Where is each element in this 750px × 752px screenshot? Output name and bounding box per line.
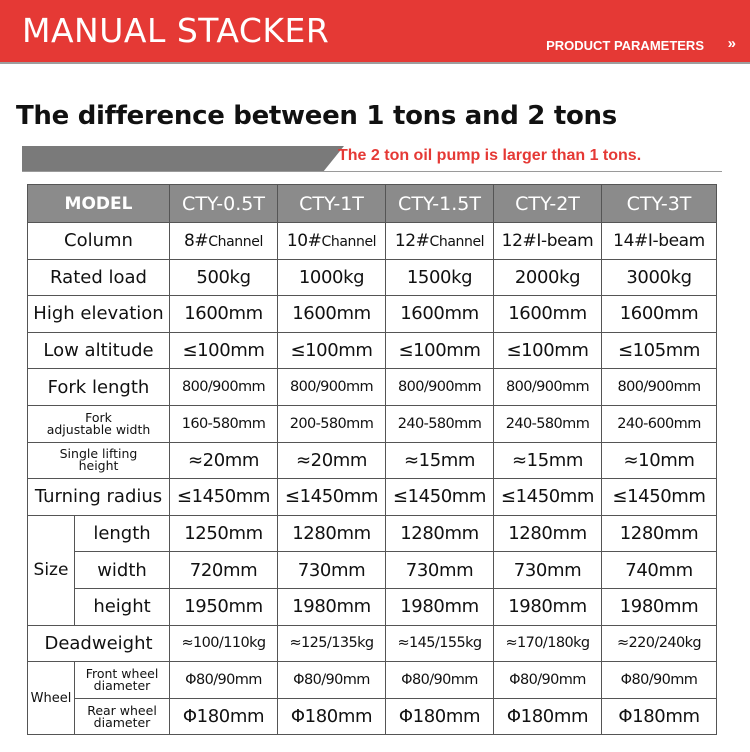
cell: 800/900mm xyxy=(494,369,602,406)
model-4: CTY-3T xyxy=(602,185,717,223)
row-single-lifting xyxy=(28,442,717,479)
cell: 1980mm xyxy=(278,588,386,625)
cell: 1980mm xyxy=(386,588,494,625)
cell: Φ80/90mm xyxy=(494,662,602,699)
cell: Φ80/90mm xyxy=(278,662,386,699)
cell: 1500kg xyxy=(386,259,494,296)
row-label: Fork adjustable width xyxy=(28,405,170,442)
cell: 1250mm xyxy=(170,515,278,552)
model-2: CTY-1.5T xyxy=(386,185,494,223)
cell: 730mm xyxy=(494,552,602,589)
cell: 740mm xyxy=(602,552,717,589)
row-turning-radius xyxy=(28,479,717,516)
cell: 720mm xyxy=(170,552,278,589)
cell: ≤100mm xyxy=(386,332,494,369)
row-label: Fork length xyxy=(28,369,170,406)
cell: ≈10mm xyxy=(602,442,717,479)
chevron-right-icon[interactable]: » xyxy=(727,35,736,52)
cell: 730mm xyxy=(278,552,386,589)
cell: 10#Channel xyxy=(278,223,386,260)
cell: 8#Channel xyxy=(170,223,278,260)
cell: 500kg xyxy=(170,259,278,296)
row-deadweight xyxy=(28,625,717,662)
cell: 1000kg xyxy=(278,259,386,296)
banner-divider xyxy=(0,62,750,64)
cell: ≈20mm xyxy=(278,442,386,479)
cell: 1600mm xyxy=(278,296,386,333)
cell: 1280mm xyxy=(494,515,602,552)
row-column xyxy=(28,223,717,260)
spec-table xyxy=(27,184,717,735)
row-size-width xyxy=(28,552,717,589)
size-group-label: Size xyxy=(28,515,75,625)
cell: Φ180mm xyxy=(602,698,717,735)
row-fork-width xyxy=(28,405,717,442)
cell: 240-600mm xyxy=(602,405,717,442)
cell: 1600mm xyxy=(386,296,494,333)
cell: 800/900mm xyxy=(278,369,386,406)
cell: 1600mm xyxy=(602,296,717,333)
model-3: CTY-2T xyxy=(494,185,602,223)
row-label: Turning radius xyxy=(28,479,170,516)
cell: 1600mm xyxy=(494,296,602,333)
table-header-row xyxy=(28,185,717,223)
cell: ≈100/110kg xyxy=(170,625,278,662)
cell: 1280mm xyxy=(386,515,494,552)
cell: ≈220/240kg xyxy=(602,625,717,662)
cell: 1600mm xyxy=(170,296,278,333)
row-size-length xyxy=(28,515,717,552)
cell: ≈15mm xyxy=(494,442,602,479)
cell: ≈20mm xyxy=(170,442,278,479)
product-parameters-link[interactable]: PRODUCT PARAMETERS xyxy=(546,38,704,53)
row-label: Deadweight xyxy=(28,625,170,662)
cell: 200-580mm xyxy=(278,405,386,442)
cell: ≤100mm xyxy=(278,332,386,369)
cell: ≤1450mm xyxy=(170,479,278,516)
row-rear-wheel xyxy=(28,698,717,735)
headline: The difference between 1 tons and 2 tons xyxy=(16,101,617,131)
row-label: Front wheel diameter xyxy=(75,662,170,699)
cell: Φ180mm xyxy=(494,698,602,735)
row-label: Single lifting height xyxy=(28,442,170,479)
wheel-group-label: Wheel xyxy=(28,662,75,735)
cell: ≈15mm xyxy=(386,442,494,479)
model-1: CTY-1T xyxy=(278,185,386,223)
cell: 14#I-beam xyxy=(602,223,717,260)
note-text: The 2 ton oil pump is larger than 1 tons. xyxy=(338,147,642,164)
cell: 800/900mm xyxy=(170,369,278,406)
row-label: Rated load xyxy=(28,259,170,296)
cell: Φ80/90mm xyxy=(602,662,717,699)
row-label: Low altitude xyxy=(28,332,170,369)
cell: ≈170/180kg xyxy=(494,625,602,662)
note-stripe xyxy=(22,146,722,172)
stripe-underline xyxy=(22,171,722,172)
cell: ≤100mm xyxy=(170,332,278,369)
cell: Φ80/90mm xyxy=(170,662,278,699)
row-label: length xyxy=(75,515,170,552)
cell: 12#Channel xyxy=(386,223,494,260)
cell: Φ180mm xyxy=(386,698,494,735)
model-header: MODEL xyxy=(28,185,170,223)
cell: Φ180mm xyxy=(278,698,386,735)
cell: 240-580mm xyxy=(386,405,494,442)
cell: ≤105mm xyxy=(602,332,717,369)
cell: 800/900mm xyxy=(386,369,494,406)
cell: 3000kg xyxy=(602,259,717,296)
header-banner xyxy=(0,0,750,62)
cell: 12#I-beam xyxy=(494,223,602,260)
cell: 1980mm xyxy=(602,588,717,625)
row-label: High elevation xyxy=(28,296,170,333)
cell: 240-580mm xyxy=(494,405,602,442)
model-0: CTY-0.5T xyxy=(170,185,278,223)
cell: ≤1450mm xyxy=(494,479,602,516)
row-rated-load xyxy=(28,259,717,296)
row-low-altitude xyxy=(28,332,717,369)
row-size-height xyxy=(28,588,717,625)
cell: 1950mm xyxy=(170,588,278,625)
row-label: height xyxy=(75,588,170,625)
row-label: width xyxy=(75,552,170,589)
cell: 1980mm xyxy=(494,588,602,625)
cell: 2000kg xyxy=(494,259,602,296)
cell: ≈125/135kg xyxy=(278,625,386,662)
cell: ≈145/155kg xyxy=(386,625,494,662)
row-front-wheel xyxy=(28,662,717,699)
cell: ≤1450mm xyxy=(386,479,494,516)
row-high-elevation xyxy=(28,296,717,333)
row-label: Rear wheel diameter xyxy=(75,698,170,735)
row-fork-length xyxy=(28,369,717,406)
row-label: Column xyxy=(28,223,170,260)
cell: 730mm xyxy=(386,552,494,589)
cell: 1280mm xyxy=(278,515,386,552)
cell: 800/900mm xyxy=(602,369,717,406)
cell: ≤1450mm xyxy=(602,479,717,516)
cell: Φ80/90mm xyxy=(386,662,494,699)
cell: ≤100mm xyxy=(494,332,602,369)
banner-title: MANUAL STACKER xyxy=(22,11,330,50)
cell: Φ180mm xyxy=(170,698,278,735)
cell: 160-580mm xyxy=(170,405,278,442)
cell: 1280mm xyxy=(602,515,717,552)
cell: ≤1450mm xyxy=(278,479,386,516)
